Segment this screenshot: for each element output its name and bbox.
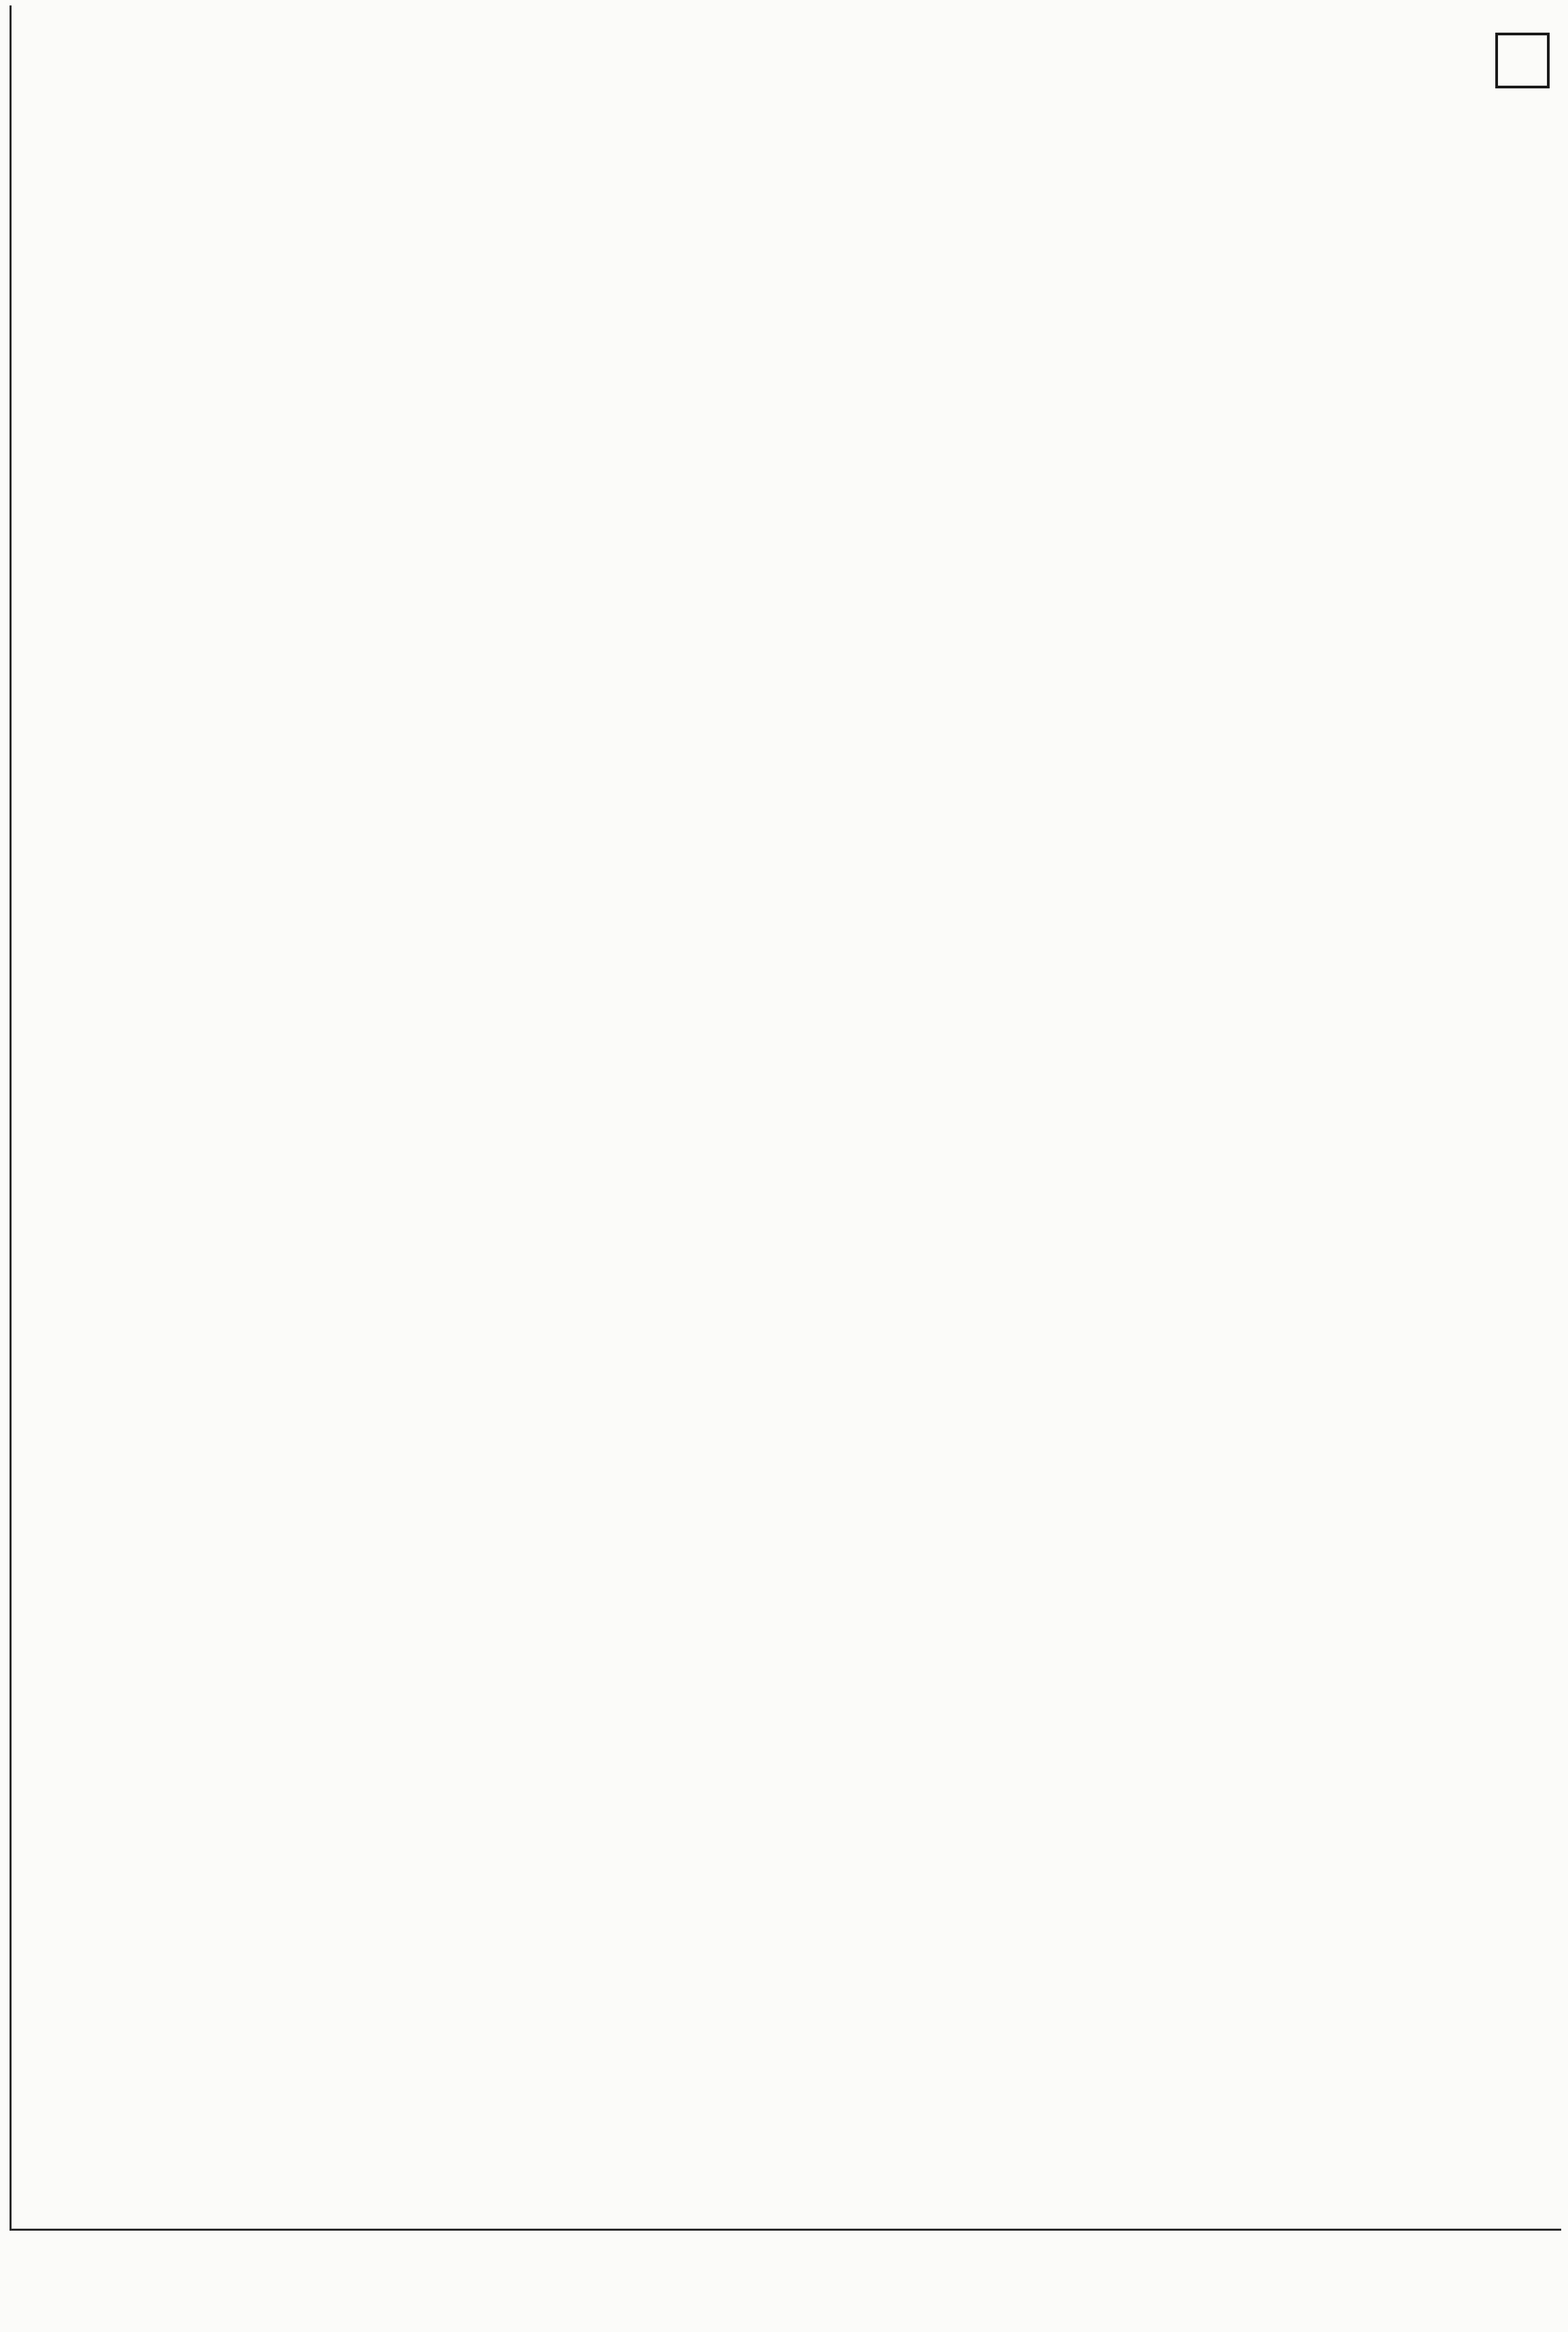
composition-table <box>150 150 1550 2142</box>
approval-stamp <box>14 680 150 2142</box>
document-title <box>150 20 1482 150</box>
sheet-number <box>1495 33 1550 88</box>
